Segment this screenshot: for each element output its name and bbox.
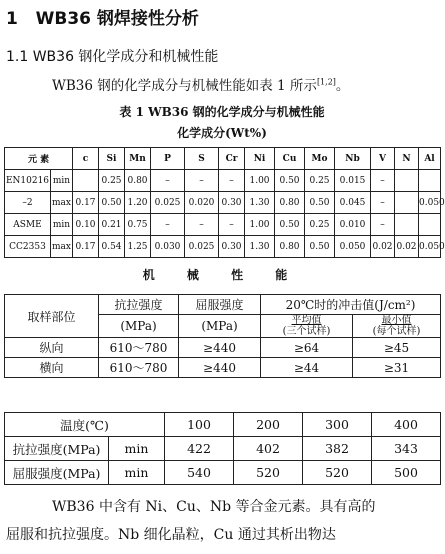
- cell-value: 0.50: [305, 192, 335, 214]
- cell-yield: ≥440: [179, 338, 261, 358]
- header-avg-note: (三个试样): [282, 326, 331, 337]
- cell-value: 520: [303, 461, 372, 485]
- table-row: [5, 170, 441, 192]
- cell-value: 1.00: [245, 170, 275, 192]
- cell-value: 0.50: [99, 192, 125, 214]
- cell-standard: –2: [5, 192, 51, 214]
- body-paragraph-line-1: WB36 中含有 Ni、Cu、Nb 等合金元素。具有高的: [52, 499, 376, 515]
- header-element: Mo: [305, 148, 335, 170]
- subsection-number: 1.1: [6, 49, 29, 65]
- cell-value: –: [151, 214, 185, 236]
- cell-value: 0.25: [99, 170, 125, 192]
- temperature-table: [4, 412, 441, 485]
- chemical-title: 化学成分(Wt%): [177, 126, 267, 140]
- cell-value: 1.20: [125, 192, 151, 214]
- cell-value: 0.030: [151, 236, 185, 258]
- header-element: Ni: [245, 148, 275, 170]
- cell-value: 0.02: [395, 236, 419, 258]
- cell-value: 0.75: [125, 214, 151, 236]
- row-kind: min: [109, 461, 165, 485]
- cell-tensile: 610～780: [99, 358, 179, 378]
- temp-value: 200: [234, 413, 303, 437]
- cell-yield: ≥440: [179, 358, 261, 378]
- header-min: [353, 315, 441, 338]
- table-header-row: [5, 148, 441, 170]
- cell-value: –: [371, 214, 395, 236]
- cell-value: 0.010: [335, 214, 371, 236]
- header-element: N: [395, 148, 419, 170]
- body-paragraph-line-2: 屈服和抗拉强度。Nb 细化晶粒，Cu 通过其析出物达: [6, 527, 336, 543]
- cell-value: 0.80: [275, 236, 305, 258]
- cell-value: [419, 214, 441, 236]
- cell-value: 0.30: [219, 236, 245, 258]
- header-tensile-unit: (MPa): [99, 315, 179, 338]
- table-caption: 表 1 WB36 钢的化学成分与机械性能: [119, 105, 325, 119]
- cell-standard: ASME: [5, 214, 51, 236]
- cell-value: 0.30: [219, 192, 245, 214]
- cell-value: 1.25: [125, 236, 151, 258]
- subsection-title: WB36 钢化学成分和机械性能: [32, 49, 219, 65]
- cell-value: 0.045: [335, 192, 371, 214]
- cell-value: 382: [303, 437, 372, 461]
- cell-value: –: [371, 170, 395, 192]
- cell-standard: CC2353: [5, 236, 51, 258]
- citation-ref[interactable]: [1,2]: [316, 77, 336, 87]
- cell-value: 540: [165, 461, 234, 485]
- cell-value: [395, 214, 419, 236]
- subsection-heading: [6, 46, 218, 66]
- temp-value: 100: [165, 413, 234, 437]
- cell-value: 1.30: [245, 192, 275, 214]
- cell-position: 横向: [5, 358, 99, 378]
- cell-min: ≥31: [353, 358, 441, 378]
- cell-value: 0.25: [305, 214, 335, 236]
- cell-value: 0.020: [185, 192, 219, 214]
- header-element: Cr: [219, 148, 245, 170]
- cell-value: –: [219, 170, 245, 192]
- cell-value: [73, 170, 99, 192]
- section-title: WB36 钢焊接性分析: [35, 9, 199, 29]
- header-min-label: 最小值: [381, 315, 412, 326]
- header-element-label: 元 素: [5, 148, 73, 170]
- cell-value: 343: [372, 437, 441, 461]
- cell-value: 0.54: [99, 236, 125, 258]
- cell-value: 0.015: [335, 170, 371, 192]
- cell-value: –: [185, 214, 219, 236]
- header-element: c: [73, 148, 99, 170]
- cell-min: ≥45: [353, 338, 441, 358]
- cell-standard: EN10216: [5, 170, 51, 192]
- cell-value: 0.02: [371, 236, 395, 258]
- header-impact: 20℃时的冲击值(J/cm²): [261, 295, 441, 315]
- cell-value: –: [371, 192, 395, 214]
- header-element: Si: [99, 148, 125, 170]
- cell-value: –: [151, 170, 185, 192]
- temp-label: 温度(℃): [5, 413, 165, 437]
- table-row: [5, 236, 441, 258]
- cell-value: 0.80: [125, 170, 151, 192]
- cell-value: 0.17: [73, 192, 99, 214]
- cell-value: 0.025: [151, 192, 185, 214]
- table-row: [5, 338, 441, 358]
- table-row: [5, 437, 441, 461]
- cell-value: 402: [234, 437, 303, 461]
- row-kind: min: [109, 437, 165, 461]
- header-tensile: 抗拉强度: [99, 295, 179, 315]
- mechanical-table: [4, 294, 441, 378]
- cell-value: 1.30: [245, 236, 275, 258]
- temp-value: 300: [303, 413, 372, 437]
- table-row: [5, 214, 441, 236]
- cell-value: [419, 170, 441, 192]
- cell-value: 1.00: [245, 214, 275, 236]
- section-number: 1: [6, 9, 18, 29]
- cell-kind: max: [51, 236, 73, 258]
- header-yield: 屈服强度: [179, 295, 261, 315]
- cell-value: 0.17: [73, 236, 99, 258]
- cell-value: 0.50: [275, 170, 305, 192]
- cell-kind: min: [51, 170, 73, 192]
- cell-value: –: [219, 214, 245, 236]
- header-element: Nb: [335, 148, 371, 170]
- header-element: P: [151, 148, 185, 170]
- header-element: Al: [419, 148, 441, 170]
- cell-kind: min: [51, 214, 73, 236]
- header-element: S: [185, 148, 219, 170]
- row-name: 抗拉强度(MPa): [5, 437, 109, 461]
- table-row: [5, 192, 441, 214]
- cell-value: 520: [234, 461, 303, 485]
- cell-value: [395, 192, 419, 214]
- cell-value: 0.050: [419, 192, 441, 214]
- row-name: 屈服强度(MPa): [5, 461, 109, 485]
- header-avg-label: 平均值: [291, 315, 322, 326]
- header-element: Cu: [275, 148, 305, 170]
- section-heading: [6, 4, 199, 29]
- cell-value: 0.50: [305, 236, 335, 258]
- header-avg: [261, 315, 353, 338]
- cell-position: 纵向: [5, 338, 99, 358]
- cell-value: 0.050: [419, 236, 441, 258]
- cell-avg: ≥44: [261, 358, 353, 378]
- header-position: 取样部位: [5, 295, 99, 338]
- intro-text: [52, 74, 349, 94]
- header-element: Mn: [125, 148, 151, 170]
- cell-value: 0.80: [275, 192, 305, 214]
- table-row: [5, 358, 441, 378]
- cell-value: 422: [165, 437, 234, 461]
- cell-value: 0.21: [99, 214, 125, 236]
- intro-end: 。: [335, 78, 350, 94]
- cell-value: 0.10: [73, 214, 99, 236]
- cell-value: 0.25: [305, 170, 335, 192]
- table-row: [5, 461, 441, 485]
- cell-tensile: 610～780: [99, 338, 179, 358]
- cell-avg: ≥64: [261, 338, 353, 358]
- temp-value: 400: [372, 413, 441, 437]
- cell-value: –: [185, 170, 219, 192]
- cell-value: [395, 170, 419, 192]
- cell-value: 0.050: [335, 236, 371, 258]
- mechanical-title: 机 械 性 能: [142, 268, 302, 282]
- intro-sentence: WB36 钢的化学成分与机械性能如表 1 所示: [52, 78, 317, 94]
- chemical-table: [4, 147, 445, 258]
- header-yield-unit: (MPa): [179, 315, 261, 338]
- header-element: V: [371, 148, 395, 170]
- cell-kind: max: [51, 192, 73, 214]
- header-min-note: (每个试样): [372, 326, 421, 337]
- cell-value: 0.50: [275, 214, 305, 236]
- cell-value: 500: [372, 461, 441, 485]
- cell-value: 0.025: [185, 236, 219, 258]
